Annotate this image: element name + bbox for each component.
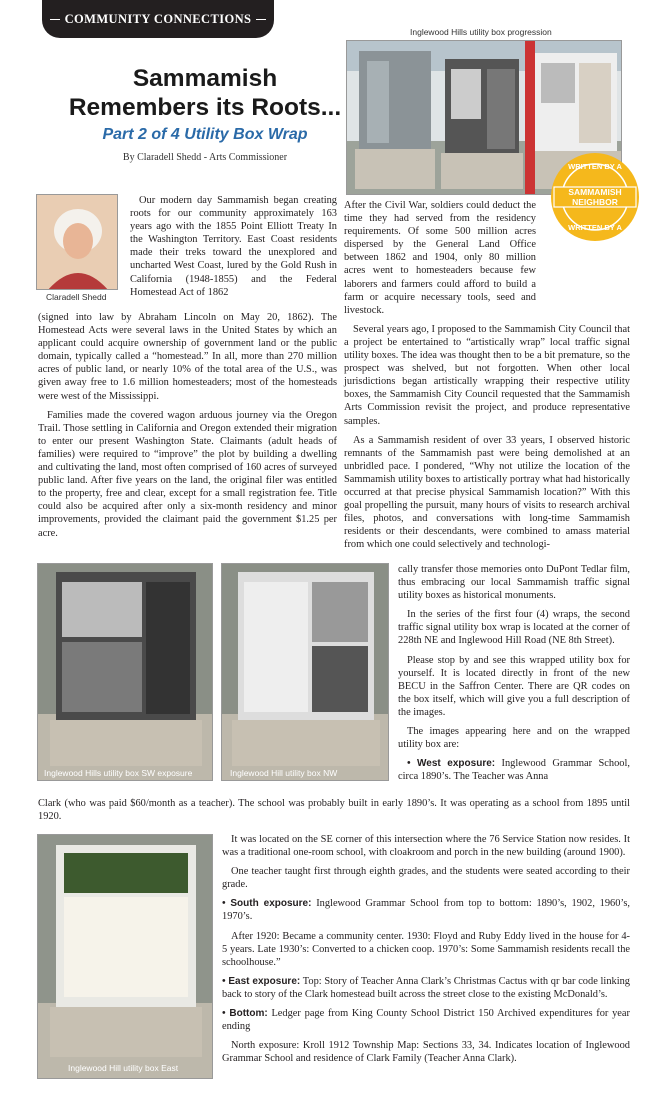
col2-paragraph-6: The images appearing here and on the wrapped utility box are: <box>398 726 630 751</box>
portrait-caption: Claradell Shedd <box>46 292 107 302</box>
article-subtitle: Part 2 of 4 Utility Box Wrap <box>102 126 308 143</box>
badge-bottom-text: WRITTEN BY A <box>568 223 622 232</box>
east-exposure-item <box>222 975 630 1001</box>
col2-paragraph-3: As a Sammamish resident of over 33 years, I observed historic remnants of the Sammamish past were being demolished at an unbridled pace. I pondered, “Why not utilize the location of the Sammamish utility boxes to artistically portray what had historically occurred at that precise physical Sammamish location?” With this goal propelling the pursuit, many hours of visits to research archival files, photos, and conversations with long-time Sammamish residents or their descendants, were combined to amass material from which one could selectively and technologi- <box>344 434 630 551</box>
title-line-2: Remembers its Roots... <box>68 94 342 121</box>
east-exposure-text: Top: Story of Teacher Anna Clark’s Christmas Cactus with qr bar code linking back to story of the Clark homestead built across the street close to the existing McDonald’s. <box>222 975 630 1000</box>
col2-paragraph-5: Please stop by and see this wrapped utility box for yourself. It is located directly in front of the new BECU in the Saffron Center. There are QR codes on the box itself, which will give you a full description of the images. <box>398 654 630 718</box>
col1-paragraph-2: Families made the covered wagon arduous journey via the Oregon Trail. Those settling in California and Oregon extended their migration to enter our present Washington State. Claimants (adult heads of families) were required to “improve” the plot by building a dwelling and cultivating the land, most often comprised of 160 acres of surveyed public land. After five years on the land, the original filer was entitled to the property, free and clear, except for a small registration fee. Title could also be acquired after only a six-month residency and minor improvements, provided the claimant paid the government $1.25 per acre. <box>38 409 337 539</box>
bottom-paragraph-4: North exposure: Kroll 1912 Township Map: Sections 33, 34. Indicates location of Inglewood Grammar School and residence of Clark Family (Teacher Anna Clark). <box>222 1040 630 1065</box>
west-exposure-label: West exposure: <box>417 758 496 770</box>
west-exposure-item <box>398 757 630 783</box>
badge-middle-line-2: NEIGHBOR <box>572 196 618 207</box>
west-exposure-continued: Clark (who was paid $60/month as a teacher). The school was probably built in early 1890’s. It was operating as a school from 1895 until 1920. <box>38 798 630 823</box>
col2-paragraph-3-cont: cally transfer those memories onto DuPont Tedlar film, thus embracing our local Sammamish traffic signal utility boxes as historical monuments. <box>398 564 630 602</box>
intro-text-b: (signed into law by Abraham Lincoln on May 20, 1862). The Homestead Acts were several laws in the United States by which an applicant could acquire ownership of government land or the public domain, typically called a “homestead.” In all, more than 270 million acres of public land, or nearly 10% of the total area of the U.S., was given away free to 1.6 million homesteaders; most of the homesteads were west of the Mississippi. <box>38 312 337 402</box>
col2-paragraph-4: In the series of the first four (4) wraps, the second traffic signal utility box wrap is located at the corner of 228th NE and Inglewood Hill Road (NE 8th Street). <box>398 609 630 647</box>
col2-paragraph-1: After the Civil War, soldiers could deduct the time they had served from the residency requirements. Of some 500 million acres dispersed by the General Land Office between 1862 and 1904, only 80 million acres went to homesteaders because few laborers and farmers could afford to build a farm or acquire necessary tools, seed and livestock. <box>344 200 536 316</box>
section-header <box>42 0 274 38</box>
west-exposure-text: Inglewood Grammar School, circa 1890’s. The Teacher was Anna <box>398 758 630 783</box>
south-exposure-text: Inglewood Grammar School from top to bottom: 1890’s, 1902, 1960’s, 1970’s. <box>222 898 630 923</box>
bottom-text: Ledger page from King County School District 150 Archived expenditures for year ending <box>222 1008 630 1033</box>
sw-exposure-photo <box>37 563 213 781</box>
intro-text-a: Our modern day Sammamish began creating roots for our community approximately 163 years ago with the 1855 Point Elliott Treaty In the Washington Territory. East Coast residents made their treks toward the unexplored and uncharted West Coast, lured by the Gold Rush in California (1948-1855) and the Federal Homestead Act of 1862 <box>130 195 337 298</box>
east-photo-art <box>38 835 213 1079</box>
section-label: COMMUNITY CONNECTIONS <box>64 11 252 26</box>
south-exposure-item <box>222 897 630 923</box>
nw-photo-art <box>222 564 389 781</box>
east-exposure-photo <box>37 834 213 1079</box>
article-title <box>60 64 350 122</box>
sw-caption: Inglewood Hills utility box SW exposure <box>44 768 193 778</box>
east-exposure-label: East exposure: <box>228 975 301 987</box>
bottom-paragraph-2: One teacher taught first through eighth grades, and the students were seated according to their grade. <box>222 866 630 891</box>
progression-caption: Inglewood Hills utility box progression <box>410 27 552 37</box>
column-2-continued <box>398 563 630 783</box>
bottom-item <box>222 1007 630 1033</box>
intro-paragraph-a <box>130 194 337 299</box>
nw-caption: Inglewood Hill utility box NW <box>230 768 338 778</box>
article-byline: By Claradell Shedd - Arts Commissioner <box>122 152 288 163</box>
bottom-column <box>222 833 630 1071</box>
portrait-art <box>37 195 118 290</box>
nw-exposure-photo <box>221 563 389 781</box>
sw-photo-art <box>38 564 213 781</box>
col2-paragraph-2: Several years ago, I proposed to the Sammamish City Council that a project be entertained to “artistically wrap” local traffic signal utility boxes. The idea was thought then to be a bit premature, so the prospect was shelved, but not forgotten. When other local jurisdictions began artistically wrapping their respective utility boxes, the Sammamish City Council requested that the Sammamish Arts Commission revisit the project, and produce representative samples. <box>344 323 630 427</box>
bottom-label: Bottom: <box>229 1008 268 1020</box>
title-line-1: Sammamish <box>132 65 278 92</box>
east-caption: Inglewood Hill utility box East <box>68 1063 179 1073</box>
badge-top-text: WRITTEN BY A <box>568 162 622 171</box>
column-1 <box>38 311 337 546</box>
bottom-paragraph-1: It was located on the SE corner of this intersection where the 76 Service Station now resides. It was a traditional one-room school, with cloakroom and porch in the new building (around 1900). <box>222 834 630 859</box>
badge-middle-line-1: SAMMAMISH <box>568 187 622 197</box>
column-2 <box>344 199 630 557</box>
author-portrait <box>36 194 118 290</box>
south-exposure-label: South exposure: <box>230 898 312 910</box>
bottom-paragraph-3: After 1920: Became a community center. 1930: Floyd and Ruby Eddy lived in the house for 4-5 years. Late 1930’s: Converted to a chicken coop. 1970’s: Some Sammamish residents recall the schoolhouse.” <box>222 930 630 968</box>
